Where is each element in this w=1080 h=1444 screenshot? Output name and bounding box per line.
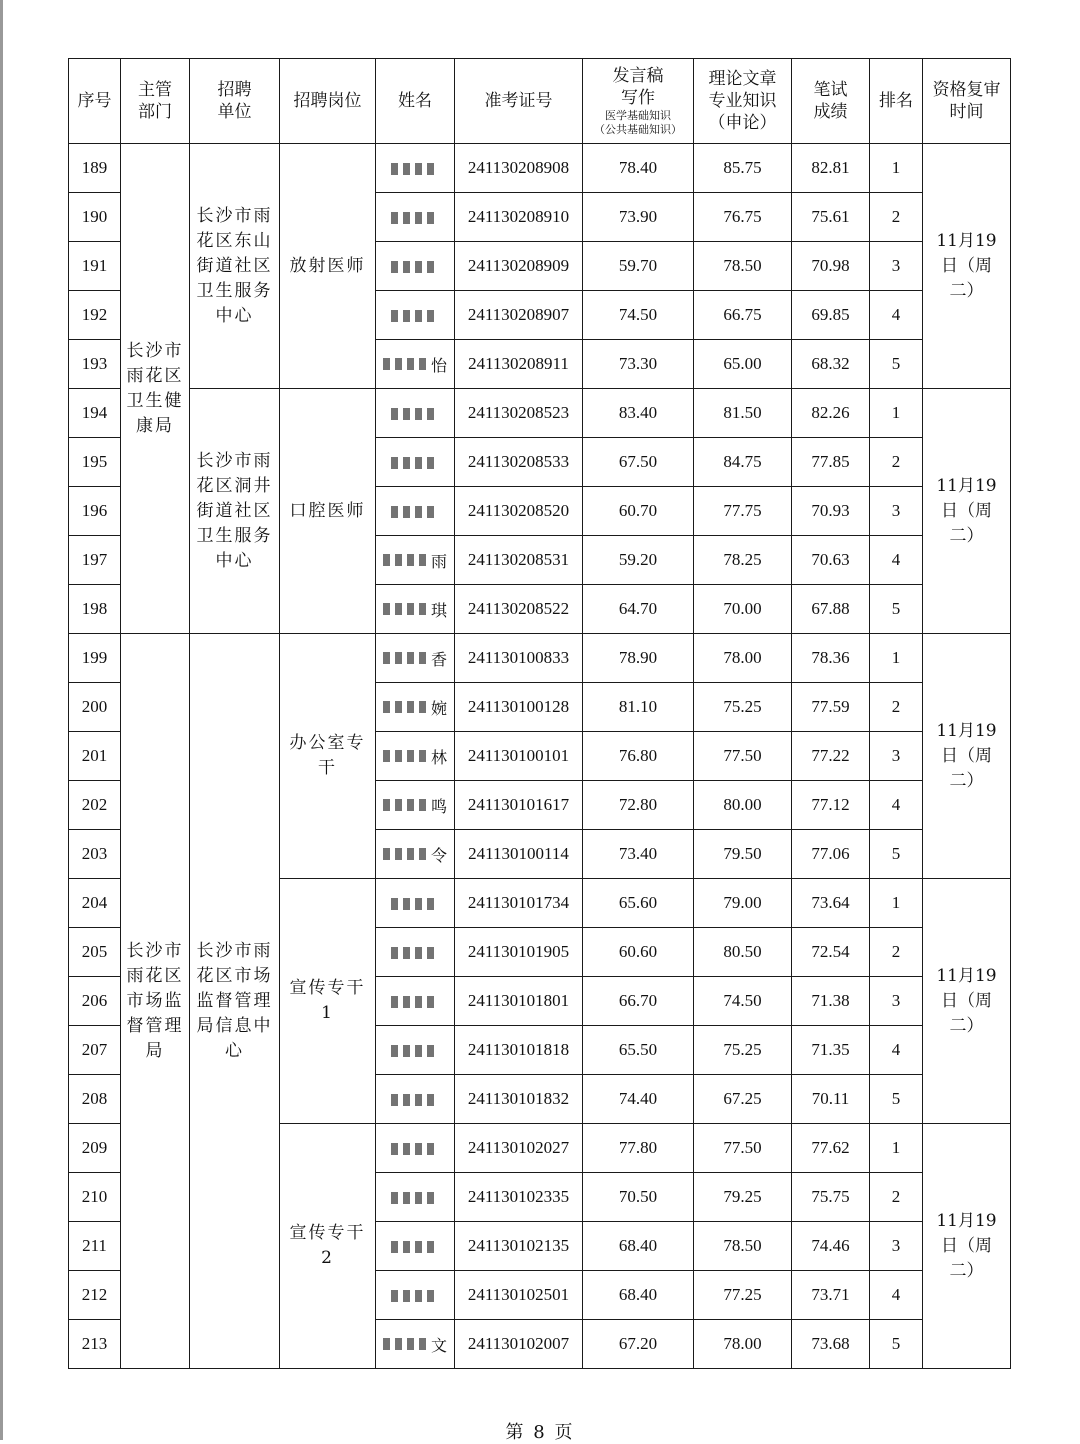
redacted-name-mask <box>391 457 437 469</box>
cell-score2: 78.00 <box>694 634 792 683</box>
cell-seq: 212 <box>69 1271 121 1320</box>
cell-ticket: 241130208909 <box>455 242 583 291</box>
cell-post: 口腔医师 <box>280 389 376 634</box>
redacted-name-mask <box>383 799 429 811</box>
redacted-name-mask <box>383 848 429 860</box>
cell-seq: 198 <box>69 585 121 634</box>
cell-score2: 77.75 <box>694 487 792 536</box>
cell-name <box>376 977 455 1026</box>
cell-name-visible: 怡 <box>430 355 447 375</box>
redacted-name-mask <box>391 1094 437 1106</box>
cell-score2: 79.25 <box>694 1173 792 1222</box>
cell-ticket: 241130102335 <box>455 1173 583 1222</box>
cell-score1: 60.60 <box>583 928 694 977</box>
redacted-name-mask <box>391 261 437 273</box>
cell-ticket: 241130208908 <box>455 144 583 193</box>
cell-score1: 76.80 <box>583 732 694 781</box>
cell-name <box>376 389 455 438</box>
cell-name <box>376 928 455 977</box>
cell-seq: 208 <box>69 1075 121 1124</box>
cell-written: 77.06 <box>792 830 870 879</box>
cell-score2: 66.75 <box>694 291 792 340</box>
cell-score2: 78.25 <box>694 536 792 585</box>
cell-rank: 2 <box>870 438 923 487</box>
cell-seq: 204 <box>69 879 121 928</box>
cell-ticket: 241130208520 <box>455 487 583 536</box>
cell-score1: 74.40 <box>583 1075 694 1124</box>
cell-review: 11月19日（周二） <box>923 634 1011 879</box>
cell-rank: 2 <box>870 193 923 242</box>
cell-written: 70.11 <box>792 1075 870 1124</box>
redacted-name-mask <box>391 898 437 910</box>
table-header <box>69 59 1011 144</box>
cell-ticket: 241130100833 <box>455 634 583 683</box>
cell-score1: 65.60 <box>583 879 694 928</box>
cell-ticket: 241130208522 <box>455 585 583 634</box>
cell-rank: 5 <box>870 1075 923 1124</box>
cell-rank: 5 <box>870 830 923 879</box>
cell-score2: 78.50 <box>694 242 792 291</box>
cell-ticket: 241130101734 <box>455 879 583 928</box>
cell-score2: 77.50 <box>694 732 792 781</box>
cell-name <box>376 879 455 928</box>
cell-score1: 73.90 <box>583 193 694 242</box>
cell-score2: 79.50 <box>694 830 792 879</box>
cell-score1: 74.50 <box>583 291 694 340</box>
cell-name <box>376 1075 455 1124</box>
cell-rank: 5 <box>870 1320 923 1369</box>
cell-score2: 85.75 <box>694 144 792 193</box>
cell-rank: 5 <box>870 340 923 389</box>
redacted-name-mask <box>391 1290 437 1302</box>
cell-written: 78.36 <box>792 634 870 683</box>
cell-name <box>376 1222 455 1271</box>
cell-written: 68.32 <box>792 340 870 389</box>
cell-written: 75.61 <box>792 193 870 242</box>
table-row <box>69 634 1011 683</box>
cell-rank: 2 <box>870 1173 923 1222</box>
redacted-name-mask <box>383 1338 429 1350</box>
cell-score2: 81.50 <box>694 389 792 438</box>
cell-ticket: 241130102135 <box>455 1222 583 1271</box>
cell-written: 71.38 <box>792 977 870 1026</box>
redacted-name-mask <box>383 554 429 566</box>
cell-score2: 75.25 <box>694 1026 792 1075</box>
cell-score2: 70.00 <box>694 585 792 634</box>
page-left-edge <box>0 0 3 1440</box>
cell-rank: 5 <box>870 585 923 634</box>
header-dept: 主管部门 <box>121 59 190 144</box>
score-table <box>68 58 1011 1369</box>
cell-seq: 206 <box>69 977 121 1026</box>
cell-ticket: 241130101818 <box>455 1026 583 1075</box>
redacted-name-mask <box>391 1241 437 1253</box>
cell-seq: 211 <box>69 1222 121 1271</box>
cell-written: 70.93 <box>792 487 870 536</box>
cell-ticket: 241130208533 <box>455 438 583 487</box>
cell-rank: 1 <box>870 634 923 683</box>
table-body <box>69 144 1011 1369</box>
cell-score1: 67.50 <box>583 438 694 487</box>
header-written: 笔试成绩 <box>792 59 870 144</box>
cell-name <box>376 781 455 830</box>
redacted-name-mask <box>383 701 429 713</box>
cell-written: 73.64 <box>792 879 870 928</box>
cell-score2: 78.50 <box>694 1222 792 1271</box>
cell-seq: 201 <box>69 732 121 781</box>
cell-rank: 3 <box>870 1222 923 1271</box>
cell-score1: 78.90 <box>583 634 694 683</box>
cell-rank: 3 <box>870 977 923 1026</box>
cell-ticket: 241130101905 <box>455 928 583 977</box>
cell-ticket: 241130101801 <box>455 977 583 1026</box>
cell-ticket: 241130208531 <box>455 536 583 585</box>
cell-score1: 66.70 <box>583 977 694 1026</box>
table-row <box>69 389 1011 438</box>
cell-score1: 68.40 <box>583 1222 694 1271</box>
cell-seq: 199 <box>69 634 121 683</box>
cell-seq: 213 <box>69 1320 121 1369</box>
cell-score1: 67.20 <box>583 1320 694 1369</box>
cell-rank: 3 <box>870 242 923 291</box>
cell-score1: 81.10 <box>583 683 694 732</box>
redacted-name-mask <box>391 947 437 959</box>
header-unit: 招聘单位 <box>190 59 280 144</box>
redacted-name-mask <box>391 1192 437 1204</box>
cell-score2: 65.00 <box>694 340 792 389</box>
cell-name <box>376 438 455 487</box>
header-rank: 排名 <box>870 59 923 144</box>
cell-ticket: 241130100128 <box>455 683 583 732</box>
cell-name <box>376 291 455 340</box>
cell-written: 73.71 <box>792 1271 870 1320</box>
cell-review: 11月19日（周二） <box>923 144 1011 389</box>
cell-score1: 65.50 <box>583 1026 694 1075</box>
cell-name <box>376 1320 455 1369</box>
cell-name <box>376 193 455 242</box>
cell-review: 11月19日（周二） <box>923 1124 1011 1369</box>
cell-written: 77.62 <box>792 1124 870 1173</box>
cell-score2: 75.25 <box>694 683 792 732</box>
cell-seq: 210 <box>69 1173 121 1222</box>
cell-score2: 76.75 <box>694 193 792 242</box>
cell-ticket: 241130100101 <box>455 732 583 781</box>
redacted-name-mask <box>391 996 437 1008</box>
cell-score1: 73.30 <box>583 340 694 389</box>
redacted-name-mask <box>391 212 437 224</box>
cell-ticket: 241130102027 <box>455 1124 583 1173</box>
cell-score2: 77.25 <box>694 1271 792 1320</box>
cell-name <box>376 830 455 879</box>
cell-rank: 1 <box>870 1124 923 1173</box>
cell-name-visible: 婉 <box>430 698 447 718</box>
cell-name <box>376 242 455 291</box>
cell-seq: 197 <box>69 536 121 585</box>
cell-ticket: 241130101617 <box>455 781 583 830</box>
cell-name-visible: 鸣 <box>430 796 447 816</box>
cell-score2: 78.00 <box>694 1320 792 1369</box>
redacted-name-mask <box>391 1143 437 1155</box>
cell-name <box>376 144 455 193</box>
cell-name <box>376 683 455 732</box>
cell-ticket: 241130208907 <box>455 291 583 340</box>
cell-score2: 80.00 <box>694 781 792 830</box>
cell-score1: 64.70 <box>583 585 694 634</box>
cell-score2: 77.50 <box>694 1124 792 1173</box>
header-score1-sub2: （公共基础知识） <box>594 123 682 136</box>
cell-written: 71.35 <box>792 1026 870 1075</box>
cell-score1: 68.40 <box>583 1271 694 1320</box>
cell-rank: 2 <box>870 928 923 977</box>
cell-name-visible: 令 <box>430 845 447 865</box>
cell-rank: 3 <box>870 732 923 781</box>
cell-ticket: 241130101832 <box>455 1075 583 1124</box>
cell-written: 74.46 <box>792 1222 870 1271</box>
cell-post: 宣传专干2 <box>280 1124 376 1369</box>
redacted-name-mask <box>391 506 437 518</box>
cell-written: 72.54 <box>792 928 870 977</box>
cell-review: 11月19日（周二） <box>923 879 1011 1124</box>
cell-score1: 77.80 <box>583 1124 694 1173</box>
cell-ticket: 241130100114 <box>455 830 583 879</box>
cell-post: 办公室专干 <box>280 634 376 879</box>
redacted-name-mask <box>391 310 437 322</box>
cell-seq: 209 <box>69 1124 121 1173</box>
cell-post: 放射医师 <box>280 144 376 389</box>
cell-written: 70.63 <box>792 536 870 585</box>
cell-score2: 67.25 <box>694 1075 792 1124</box>
redacted-name-mask <box>383 603 429 615</box>
cell-seq: 192 <box>69 291 121 340</box>
redacted-name-mask <box>383 358 429 370</box>
cell-name <box>376 1173 455 1222</box>
cell-rank: 3 <box>870 487 923 536</box>
cell-name <box>376 487 455 536</box>
cell-written: 82.81 <box>792 144 870 193</box>
redacted-name-mask <box>391 163 437 175</box>
cell-unit: 长沙市雨花区市场监督管理局信息中心 <box>190 634 280 1369</box>
cell-seq: 194 <box>69 389 121 438</box>
cell-score1: 59.70 <box>583 242 694 291</box>
cell-name-visible: 雨 <box>430 551 447 571</box>
cell-rank: 4 <box>870 781 923 830</box>
cell-score2: 84.75 <box>694 438 792 487</box>
cell-seq: 205 <box>69 928 121 977</box>
cell-rank: 4 <box>870 291 923 340</box>
cell-score2: 74.50 <box>694 977 792 1026</box>
redacted-name-mask <box>391 1045 437 1057</box>
header-score1 <box>583 59 694 144</box>
header-score1-sub1: 医学基础知识 <box>605 109 671 122</box>
cell-seq: 207 <box>69 1026 121 1075</box>
header-score2: 理论文章专业知识（申论） <box>694 59 792 144</box>
cell-name <box>376 1124 455 1173</box>
cell-name <box>376 1271 455 1320</box>
cell-ticket: 241130102501 <box>455 1271 583 1320</box>
redacted-name-mask <box>383 750 429 762</box>
cell-unit: 长沙市雨花区东山街道社区卫生服务中心 <box>190 144 280 389</box>
cell-name <box>376 732 455 781</box>
cell-seq: 189 <box>69 144 121 193</box>
cell-name <box>376 634 455 683</box>
cell-score1: 59.20 <box>583 536 694 585</box>
cell-score2: 79.00 <box>694 879 792 928</box>
header-score1-main: 发言稿写作 <box>612 66 664 108</box>
cell-rank: 1 <box>870 879 923 928</box>
cell-seq: 196 <box>69 487 121 536</box>
cell-written: 77.59 <box>792 683 870 732</box>
page-number: 第 8 页 <box>505 1422 575 1443</box>
cell-seq: 200 <box>69 683 121 732</box>
cell-score1: 70.50 <box>583 1173 694 1222</box>
redacted-name-mask <box>391 408 437 420</box>
table-row <box>69 144 1011 193</box>
cell-written: 77.12 <box>792 781 870 830</box>
cell-name <box>376 536 455 585</box>
cell-rank: 4 <box>870 1026 923 1075</box>
cell-seq: 202 <box>69 781 121 830</box>
cell-score1: 72.80 <box>583 781 694 830</box>
cell-name <box>376 340 455 389</box>
cell-score1: 83.40 <box>583 389 694 438</box>
cell-seq: 203 <box>69 830 121 879</box>
cell-rank: 1 <box>870 389 923 438</box>
cell-name-visible: 林 <box>430 747 447 767</box>
cell-score2: 80.50 <box>694 928 792 977</box>
cell-score1: 73.40 <box>583 830 694 879</box>
cell-written: 82.26 <box>792 389 870 438</box>
cell-post: 宣传专干1 <box>280 879 376 1124</box>
cell-ticket: 241130102007 <box>455 1320 583 1369</box>
header-ticket: 准考证号 <box>455 59 583 144</box>
cell-written: 70.98 <box>792 242 870 291</box>
cell-name-visible: 文 <box>430 1335 447 1355</box>
cell-written: 75.75 <box>792 1173 870 1222</box>
cell-written: 77.22 <box>792 732 870 781</box>
cell-written: 77.85 <box>792 438 870 487</box>
cell-unit: 长沙市雨花区洞井街道社区卫生服务中心 <box>190 389 280 634</box>
cell-review: 11月19日（周二） <box>923 389 1011 634</box>
header-review: 资格复审时间 <box>923 59 1011 144</box>
cell-rank: 2 <box>870 683 923 732</box>
cell-name <box>376 1026 455 1075</box>
cell-dept: 长沙市雨花区市场监督管理局 <box>121 634 190 1369</box>
cell-score1: 60.70 <box>583 487 694 536</box>
cell-ticket: 241130208523 <box>455 389 583 438</box>
header-seq: 序号 <box>69 59 121 144</box>
cell-ticket: 241130208910 <box>455 193 583 242</box>
cell-written: 69.85 <box>792 291 870 340</box>
cell-rank: 4 <box>870 536 923 585</box>
cell-ticket: 241130208911 <box>455 340 583 389</box>
cell-rank: 1 <box>870 144 923 193</box>
cell-dept: 长沙市雨花区卫生健康局 <box>121 144 190 634</box>
cell-seq: 190 <box>69 193 121 242</box>
header-name: 姓名 <box>376 59 455 144</box>
cell-seq: 193 <box>69 340 121 389</box>
cell-name-visible: 香 <box>430 649 447 669</box>
cell-seq: 195 <box>69 438 121 487</box>
cell-rank: 4 <box>870 1271 923 1320</box>
redacted-name-mask <box>383 652 429 664</box>
cell-score1: 78.40 <box>583 144 694 193</box>
cell-written: 73.68 <box>792 1320 870 1369</box>
cell-seq: 191 <box>69 242 121 291</box>
cell-written: 67.88 <box>792 585 870 634</box>
cell-name-visible: 琪 <box>430 600 447 620</box>
cell-name <box>376 585 455 634</box>
header-post: 招聘岗位 <box>280 59 376 144</box>
